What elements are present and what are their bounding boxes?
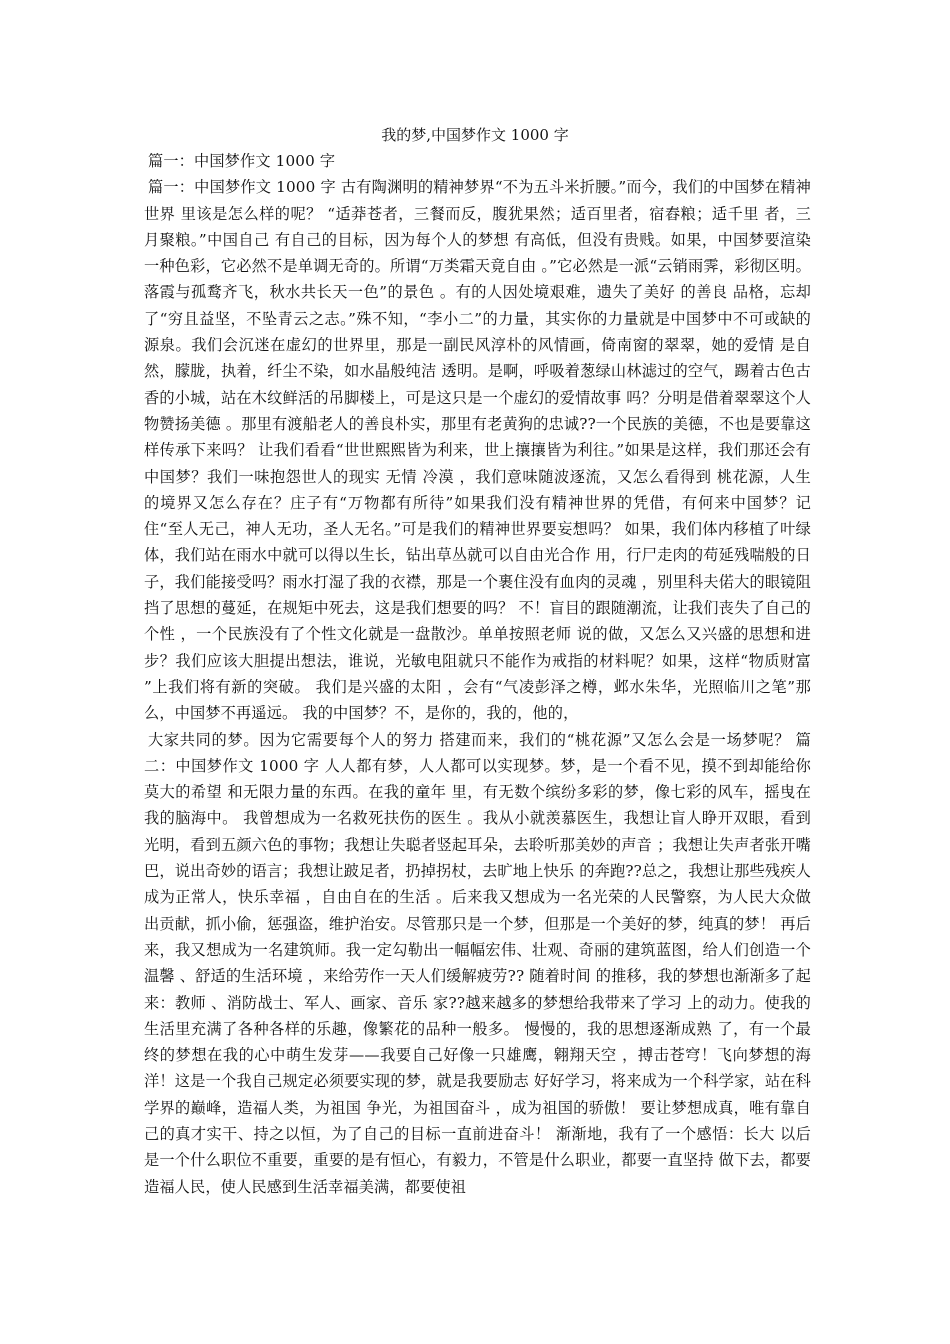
document-body [144,148,811,1200]
document-title: 我的梦,中国梦作文 1000 字 [381,126,569,144]
essay-paragraph-1: 篇一：中国梦作文 1000 字 古有陶渊明的精神梦界“不为五斗米折腰。”而今，我们的中国梦在精神世界 里该是怎么样的呢？ “适莽苍者，三餐而反，腹犹果然；适百里者，宿舂粮；适千里 者，三月聚粮。”中国自己 有自己的目标，因为每个人的梦想 有高低，但没有贵贱。如果，中国梦要渲染一种色彩，它必然不是单调无奇的。所谓“万类霜天竟自由 。”它必然是一派“云销雨霁，彩彻区明。落霞与孤鹜齐飞，秋水共长天一色”的景色 。有的人因处境艰难，遗失了美好 的善良 品格，忘却了“穷且益坚，不坠青云之志。”殊不知，“李小二”的力量，其实你的力量就是中国梦中不可或缺的源泉。我们会沉迷在虚幻的世界里，那是一副民风淳朴的风情画，倚南窗的翠翠，她的爱情 是自然，朦胧，执着，纤尘不染，如水晶般纯洁 透明。是啊，呼吸着葱绿山林滤过的空气，踢着古色古香的小城，站在木纹鲜活的吊脚楼上，可是这只是一个虚幻的爱情故事 吗？分明是借着翠翠这个人物赞扬美德 。那里有渡船老人的善良朴实，那里有老黄狗的忠诚??一个民族的美德，不也是要靠这样传承下来吗？ 让我们看看“世世熙熙皆为利来，世上攘攘皆为利往。”如果是这样，我们那还会有中国梦？我们一味抱怨世人的现实 无情 冷漠 ，我们意味随波逐流，又怎么看得到 桃花源，人生 的境界又怎么存在？庄子有“万物都有所待”如果我们没有精神世界的凭借，有何来中国梦？记住“至人无己，神人无功，圣人无名。”可是我们的精神世界要妄想吗？ 如果，我们体内移植了叶绿体，我们站在雨水中就可以得以生长，钻出草丛就可以自由光合作 用，行尸走肉的苟延残喘般的日子，我们能接受吗？雨水打湿了我的衣襟，那是一个裹住没有血肉的灵魂 ，别里科夫偌大的眼镜阻挡了思想的蔓延，在规矩中死去，这是我们想要的吗？ 不！盲目的跟随潮流，让我们丧失了自己的个性 ，一个民族没有了个性文化就是一盘散沙。单单按照老师 说的做，又怎么又兴盛的思想和进步？我们应该大胆提出想法，谁说，光敏电阻就只不能作为戒指的材料呢？如果，这样“物质财富 ”上我们将有新的突破。 我们是兴盛的太阳 ，会有“气凌彭泽之樽，邺水朱华，光照临川之笔”那么，中国梦不再遥远。 我的中国梦？不，是你的，我的，他的， [144,178,811,723]
section-heading: 篇一：中国梦作文 1000 字 [148,152,336,170]
essay-paragraph-2: 大家共同的梦。因为它需要每个人的努力 搭建而来，我们的“桃花源”又怎么会是一场梦呢？ 篇二：中国梦作文 1000 字 人人都有梦，人人都可以实现梦。梦，是一个看不见，摸不到却能给你莫大的希望 和无限力量的东西。在我的童年 里，有无数个缤纷多彩的梦，像七彩的风车，摇曳在我的脑海中。 我曾想成为一名救死扶伤的医生 。我从小就羡慕医生，我想让盲人睁开双眼，看到光明，看到五颜六色的事物；我想让失聪者竖起耳朵，去聆听那美妙的声音 ；我想让失声者张开嘴巴，说出奇妙的语言；我想让跛足者，扔掉拐杖，去旷地上快乐 的奔跑??总之，我想让那些残疾人成为正常人，快乐幸福 ，自由自在的生活 。后来我又想成为一名光荣的人民警察，为人民大众做出贡献，抓小偷，惩强盗，维护治安。尽管那只是一个梦，但那是一个美好的梦，纯真的梦！ 再后来，我又想成为一名建筑师。我一定勾勒出一幅幅宏伟、壮观、奇丽的建筑蓝图，给人们创造一个温馨 、舒适的生活环境 ，来给劳作一天人们缓解疲劳?? 随着时间 的推移，我的梦想也渐渐多了起来：教师 、消防战士、军人、画家、音乐 家??越来越多的梦想给我带来了学习 上的动力。使我的生活里充满了各种各样的乐趣，像繁花的品种一般多。 慢慢的，我的思想逐渐成熟 了，有一个最终的梦想在我的心中萌生发芽——我要自己好像一只雄鹰，翱翔天空 ，搏击苍穹！飞向梦想的海洋！这是一个我自己规定必须要实现的梦，就是我要励志 好好学习，将来成为一个科学家，站在科学界的巅峰，造福人类，为祖国 争光，为祖国奋斗 ，成为祖国的骄傲！ 要让梦想成真，唯有靠自己的真才实干、持之以恒，为了自己的目标一直前进奋斗！ 渐渐地，我有了一个感悟：长大 以后是一个什么职位不重要，重要的是有恒心，有毅力，不管是什么职业，都要一直坚持 做下去，都要造福人民，使人民感到生活幸福美满，都要使祖 [144,730,811,1196]
